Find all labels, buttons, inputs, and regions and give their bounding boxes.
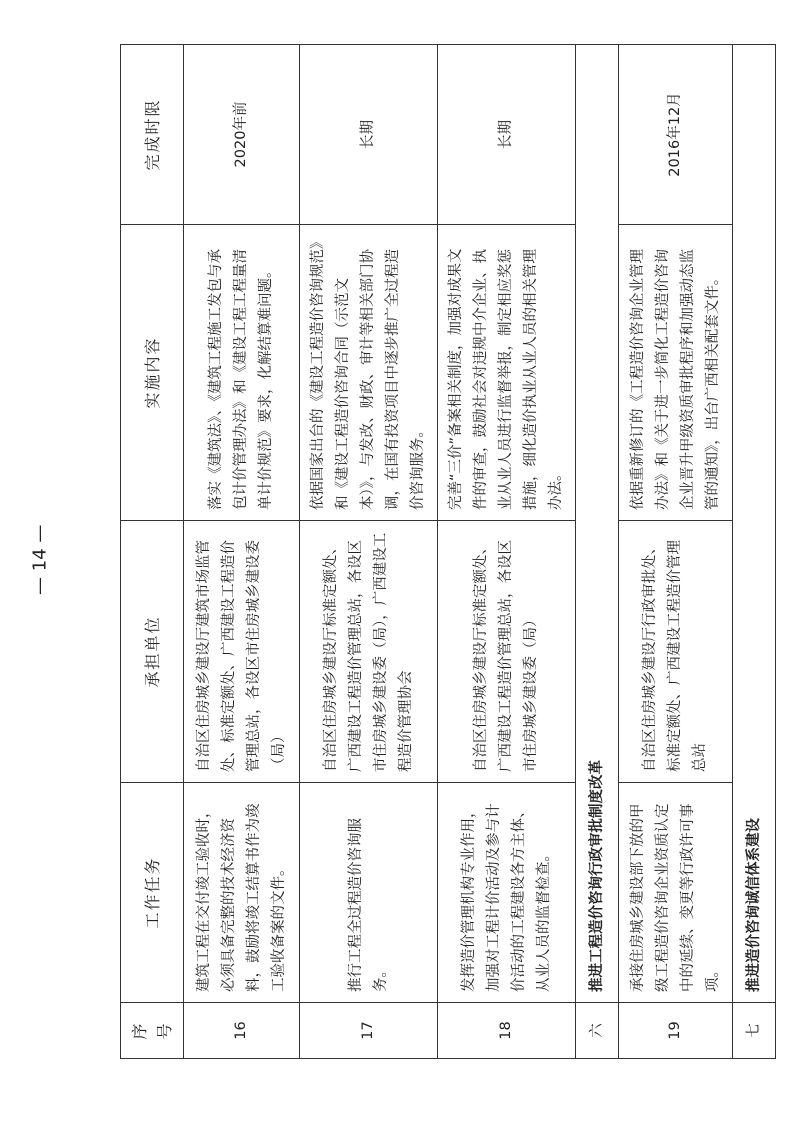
section-row: [733, 45, 776, 1059]
section-title: 推进工程造价咨询行政审批制度改革: [576, 45, 619, 1003]
row-deadline: 2016年12月: [619, 45, 733, 225]
table-row: [438, 45, 576, 1059]
row-content: 落实《建筑法》、《建筑工程施工发包与承包计价管理办法》和《建设工程工程量清单计价规范》要求，化解结算难问题。: [184, 225, 300, 521]
row-deadline: 2020年前: [184, 45, 300, 225]
row-task: 推行工程全过程造价咨询服务。: [300, 783, 438, 1003]
header-no: 序号: [121, 1003, 184, 1059]
header-org: 承担单位: [121, 521, 184, 783]
row-no: 19: [619, 1003, 733, 1059]
section-no: 七: [733, 1003, 776, 1059]
page-number: — 14 —: [29, 524, 51, 595]
row-no: 18: [438, 1003, 576, 1059]
row-org: 自治区住房城乡建设厅行政审批处、标准定额处、广西建设工程造价管理总站: [619, 521, 733, 783]
row-content: 完善“三价”备案相关制度，加强对成果文件的审查，鼓励社会对违规中介企业、执业从业人员进行监督举报，制定相应奖惩措施，细化造价执业从业人员的相关管理办法。: [438, 225, 576, 521]
header-content: 实施内容: [121, 225, 184, 521]
header-task: 工作任务: [121, 783, 184, 1003]
row-deadline: 长期: [438, 45, 576, 225]
header-row: [121, 45, 184, 1059]
work-task-table: [120, 44, 776, 1059]
table-row: [300, 45, 438, 1059]
row-org: 自治区住房城乡建设厅标准定额处、广西建设工程造价管理总站，各设区市住房城乡建设委（局），广西建设工程造价管理协会: [300, 521, 438, 783]
section-title: 推进造价咨询诚信体系建设: [733, 45, 776, 1003]
row-content: 依据重新修订的《工程造价咨询企业管理办法》和《关于进一步简化工程造价咨询企业晋升甲级资质审批程序和加强动态监管的通知》，出台广西相关配套文件。: [619, 225, 733, 521]
section-no: 六: [576, 1003, 619, 1059]
rotated-page: [120, 45, 762, 1059]
row-org: 自治区住房城乡建设厅标准定额处、广西建设工程造价管理总站，各设区市住房城乡建设委（局）: [438, 521, 576, 783]
row-deadline: 长期: [300, 45, 438, 225]
row-task: 发挥造价管理机构专业作用，加强对工程计价活动及参与计价活动的工程建设各方主体、从业人员的监督检查。: [438, 783, 576, 1003]
row-content: 依据国家出台的《建设工程造价咨询规范》和《建设工程造价咨询合同（示范文本）》，与发改、财政、审计等相关部门协调，在国有投资项目中逐步推广全过程造价咨询服务。: [300, 225, 438, 521]
header-deadline: 完成时限: [121, 45, 184, 225]
section-row: [576, 45, 619, 1059]
row-no: 17: [300, 1003, 438, 1059]
table-row: [184, 45, 300, 1059]
row-no: 16: [184, 1003, 300, 1059]
row-task: 承接住房城乡建设部下放的甲级工程造价咨询企业资质认定中的延续、变更等行政许可事项。: [619, 783, 733, 1003]
row-org: 自治区住房城乡建设厅建筑市场监管处、标准定额处、广西建设工程造价管理总站，各设区市住房城乡建设委（局）: [184, 521, 300, 783]
table-row: [619, 45, 733, 1059]
row-task: 建筑工程在交付竣工验收时，必须具备完整的技术经济资料，鼓励将竣工结算书作为竣工验收备案的文件。: [184, 783, 300, 1003]
